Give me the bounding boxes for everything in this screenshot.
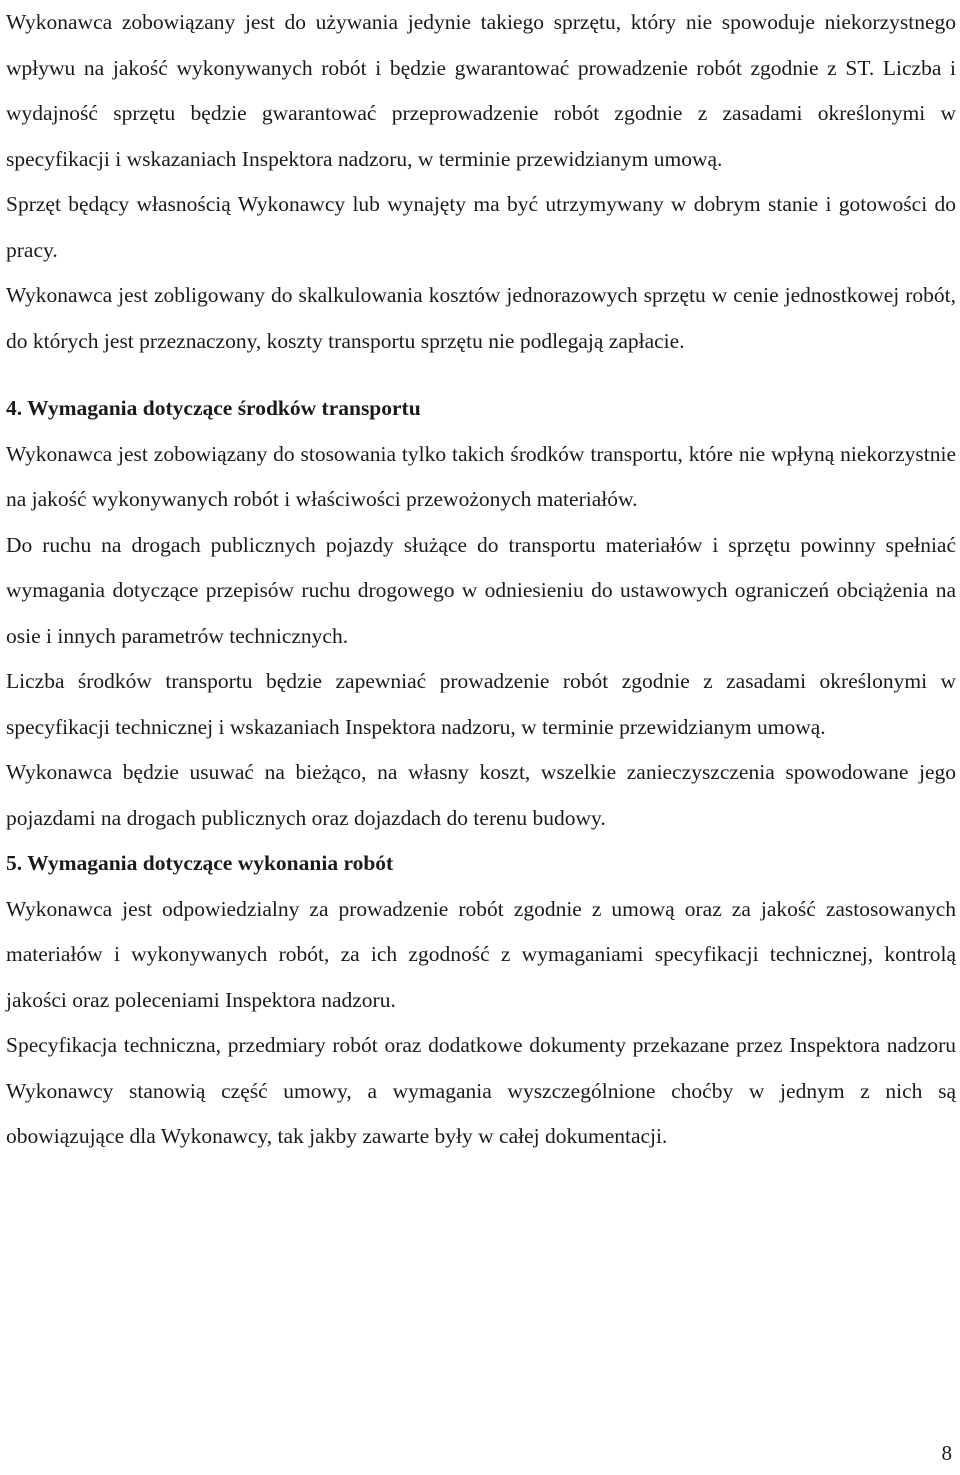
paragraph-transport-public-roads: Do ruchu na drogach publicznych pojazdy służące do transportu materiałów i sprzętu powinny spełniać wymagania dotyczące przepisów ruchu drogowego w odniesieniu do ustawowych ograniczeń obciążenia na osie i innych parametrów technicznych.	[6, 532, 956, 648]
paragraph-equipment-costs: Wykonawca jest zobligowany do skalkulowania kosztów jednorazowych sprzętu w cenie jednostkowej robót, do których jest przeznaczony, koszty transportu sprzętu nie podlegają zapłacie.	[6, 283, 956, 353]
section-spacer	[6, 364, 956, 386]
paragraph-transport-cleaning: Wykonawca będzie usuwać na bieżąco, na własny koszt, wszelkie zanieczyszczenia spowodowane jego pojazdami na drogach publicznych oraz dojazdach do terenu budowy.	[6, 760, 956, 830]
section-heading-works-execution: 5. Wymagania dotyczące wykonania robót	[6, 851, 394, 875]
page-number: 8	[941, 1441, 952, 1465]
section-heading-transport: 4. Wymagania dotyczące środków transportu	[6, 396, 421, 420]
document-page	[6, 0, 956, 1160]
paragraph-contractor-responsibility: Wykonawca jest odpowiedzialny za prowadzenie robót zgodnie z umową oraz za jakość zastosowanych materiałów i wykonywanych robót, za ich zgodność z wymaganiami specyfikacji technicznej, kontrolą jakości oraz poleceniami Inspektora nadzoru.	[6, 896, 956, 1012]
paragraph-transport-means: Wykonawca jest zobowiązany do stosowania tylko takich środków transportu, które nie wpłyną niekorzystnie na jakość wykonywanych robót i właściwości przewożonych materiałów.	[6, 441, 956, 511]
paragraph-specification-documents: Specyfikacja techniczna, przedmiary robót oraz dodatkowe dokumenty przekazane przez Inspektora nadzoru Wykonawcy stanowią część umowy, a wymagania wyszczególnione choćby w jednym z nich są obowiązujące dla Wykonawcy, tak jakby zawarte były w całej dokumentacji.	[6, 1033, 956, 1148]
paragraph-equipment-maintenance: Sprzęt będący własnością Wykonawcy lub wynajęty ma być utrzymywany w dobrym stanie i gotowości do pracy.	[6, 192, 956, 262]
paragraph-equipment-requirements: Wykonawca zobowiązany jest do używania jedynie takiego sprzętu, który nie spowoduje niekorzystnego wpływu na jakość wykonywanych robót i będzie gwarantować prowadzenie robót zgodnie z ST. Liczba i wydajność sprzętu będzie gwarantować przeprowadzenie robót zgodnie z zasadami określonymi w specyfikacji i wskazaniach Inspektora nadzoru, w terminie przewidzianym umową.	[6, 10, 956, 171]
paragraph-transport-count: Liczba środków transportu będzie zapewniać prowadzenie robót zgodnie z zasadami określonymi w specyfikacji technicznej i wskazaniach Inspektora nadzoru, w terminie przewidzianym umową.	[6, 669, 956, 739]
